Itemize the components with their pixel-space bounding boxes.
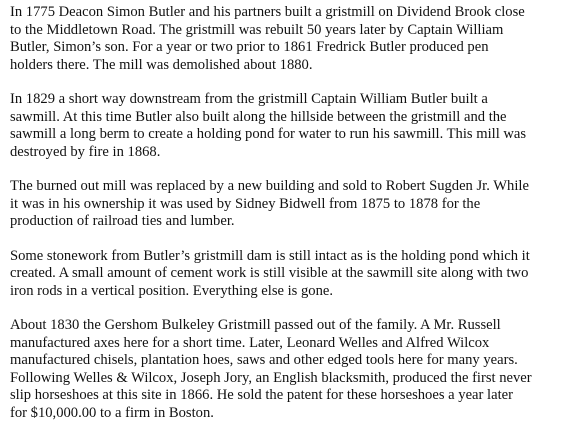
text-line: production of railroad ties and lumber. — [10, 213, 235, 229]
text-line: for $10,000.00 to a firm in Boston. — [10, 404, 214, 421]
text-line: sawmill a long berm to create a holding pond for water to run his sawmill. This mill was — [10, 126, 527, 142]
text-line: manufactured axes here for a short time. Later, Leonard Welles and Alfred Wilcox — [10, 334, 490, 351]
text-line: it was in his ownership it was used by Sidney Bidwell from 1875 to 1878 for the — [10, 195, 481, 212]
document-page — [10, 4, 576, 439]
text-line: The burned out mill was replaced by a new building and sold to Robert Sugden Jr. While — [10, 178, 529, 194]
text-line: to the Middletown Road. The gristmill was rebuilt 50 years later by Captain William — [10, 21, 504, 38]
text-line: In 1829 a short way downstream from the gristmill Captain William Butler built a — [10, 91, 488, 107]
text-line: Butler, Simon’s son. For a year or two prior to 1861 Fredrick Butler produced pen — [10, 39, 489, 55]
text-line: iron rods in a vertical position. Everything else is gone. — [10, 282, 334, 299]
text-line: manufactured chisels, plantation hoes, saws and other edged tools here for many years. — [10, 352, 518, 368]
text-line: In 1775 Deacon Simon Butler and his partners built a gristmill on Dividend Brook close — [10, 4, 525, 20]
text-line: slip horseshoes at this site in 1866. He sold the patent for these horseshoes a year later — [10, 387, 513, 403]
paragraph-gristmill-history — [10, 4, 576, 74]
text-line: Some stonework from Butler’s gristmill dam is still intact as is the holding pond which it — [10, 247, 530, 264]
paragraph-replacement-mill — [10, 178, 576, 231]
text-line: created. A small amount of cement work is still visible at the sawmill site along with two — [10, 265, 529, 281]
text-line: destroyed by fire in 1868. — [10, 143, 161, 160]
paragraph-bulkeley-gristmill — [10, 317, 576, 422]
paragraph-sawmill-history — [10, 91, 576, 161]
text-line: holders there. The mill was demolished about 1880. — [10, 56, 313, 73]
text-line: Following Welles & Wilcox, Joseph Jory, an English blacksmith, produced the first never — [10, 369, 532, 386]
text-line: About 1830 the Gershom Bulkeley Gristmill passed out of the family. A Mr. Russell — [10, 317, 501, 333]
paragraph-remaining-stonework — [10, 248, 576, 301]
text-line: sawmill. At this time Butler also built along the hillside between the gristmill and the — [10, 108, 507, 125]
